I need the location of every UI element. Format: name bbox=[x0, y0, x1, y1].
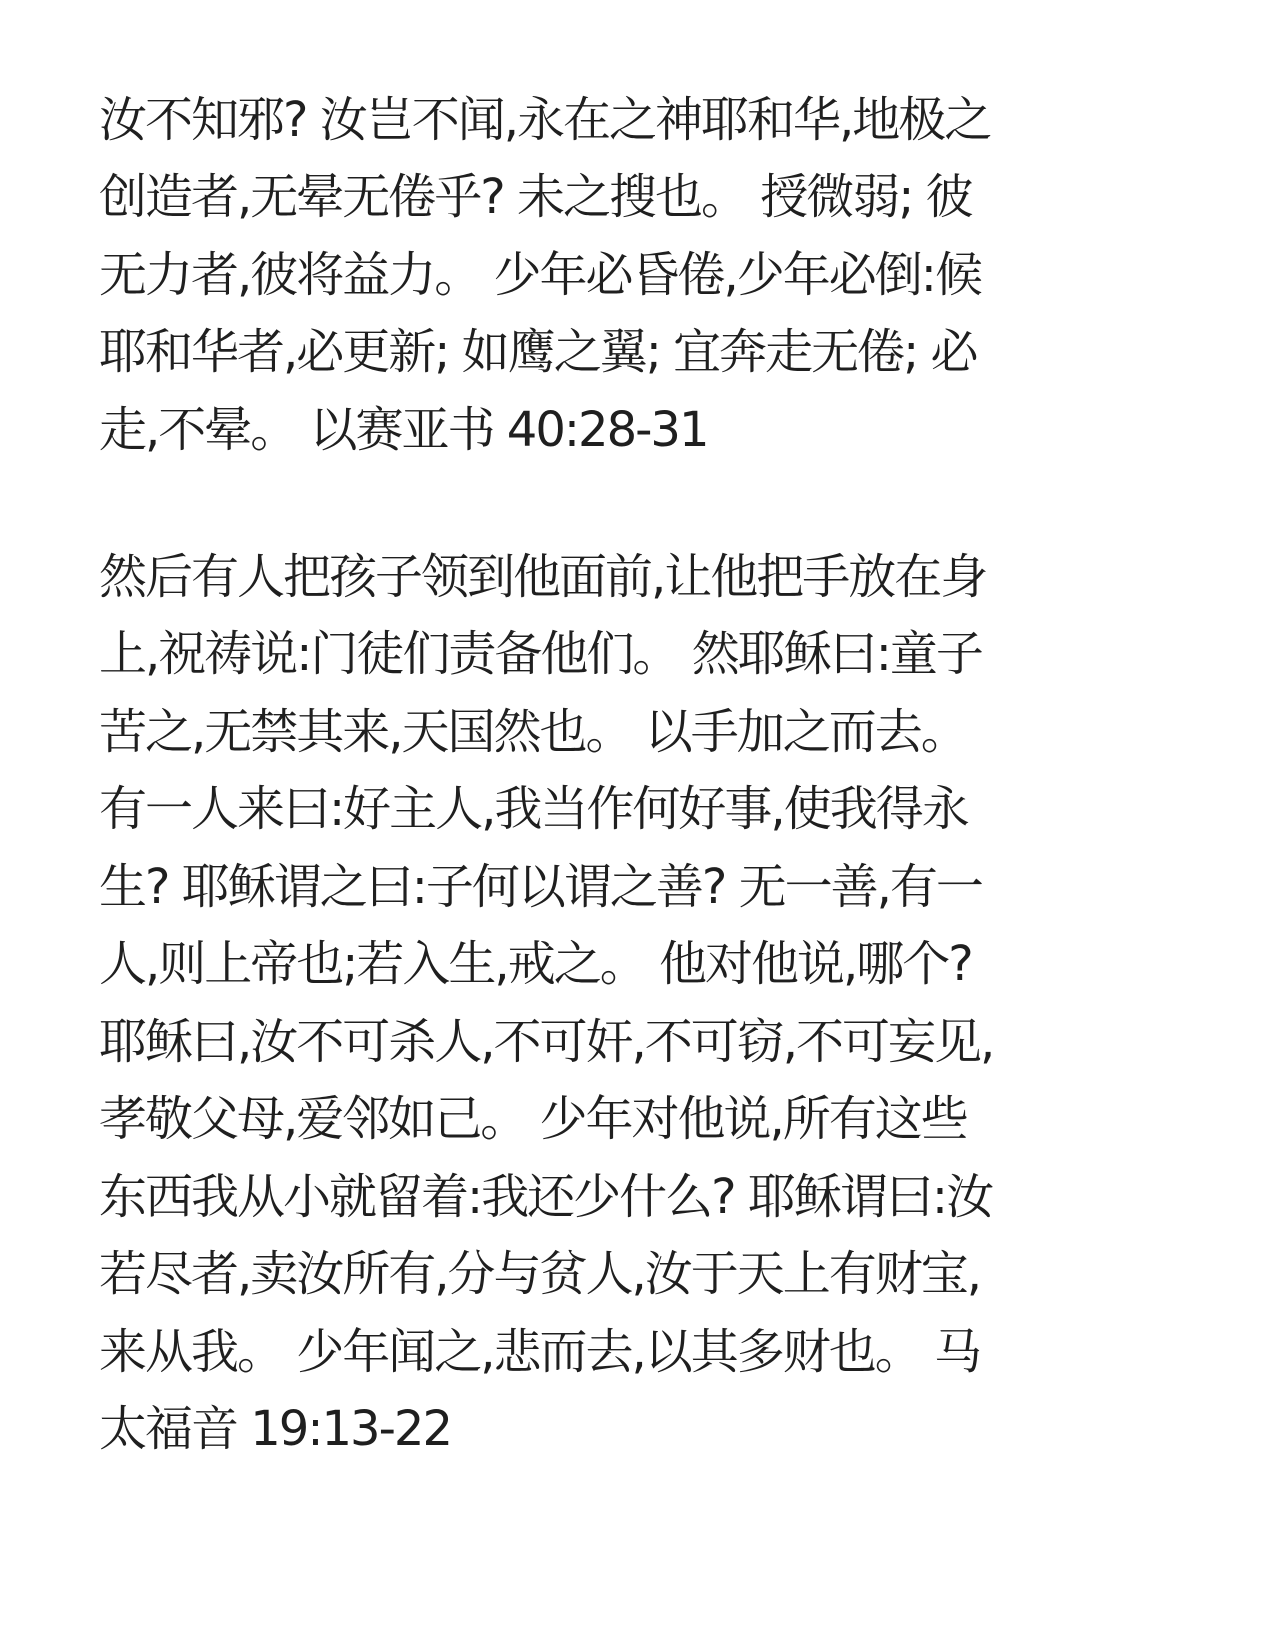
text-line: 东西我从小就留着:我还少什么? 耶稣谓曰:汝 bbox=[99, 1169, 993, 1225]
text-line: 耶稣曰,汝不可杀人,不可奸,不可窃,不可妄见, bbox=[99, 1014, 994, 1070]
text-line: 走,不晕。 以赛亚书 40:28-31 bbox=[99, 402, 708, 458]
text-line: 太福音 19:13-22 bbox=[99, 1401, 451, 1457]
text-line: 上,祝祷说:门徒们责备他们。 然耶稣曰:童子 bbox=[99, 626, 982, 682]
text-line: 创造者,无晕无倦乎? 未之搜也。 授微弱; 彼 bbox=[99, 169, 972, 225]
text-line: 孝敬父母,爱邻如己。 少年对他说,所有这些 bbox=[99, 1091, 967, 1147]
text-line: 汝不知邪? 汝岂不闻,永在之神耶和华,地极之 bbox=[99, 92, 991, 148]
text-line: 有一人来曰:好主人,我当作何好事,使我得永 bbox=[99, 781, 968, 837]
text-line: 然后有人把孩子领到他面前,让他把手放在身 bbox=[99, 549, 987, 605]
text-line: 人,则上帝也;若入生,戒之。 他对他说,哪个? bbox=[99, 936, 972, 992]
text-line: 来从我。 少年闻之,悲而去,以其多财也。 马 bbox=[99, 1324, 981, 1380]
text-line: 苦之,无禁其来,天国然也。 以手加之而去。 bbox=[99, 704, 967, 760]
text-line: 无力者,彼将益力。 少年必昏倦,少年必倒:候 bbox=[99, 247, 981, 303]
text-line: 若尽者,卖汝所有,分与贫人,汝于天上有财宝, bbox=[99, 1246, 981, 1302]
text-line: 生? 耶稣谓之曰:子何以谓之善? 无一善,有一 bbox=[99, 859, 982, 915]
text-line: 耶和华者,必更新; 如鹰之翼; 宜奔走无倦; 必 bbox=[99, 324, 977, 380]
